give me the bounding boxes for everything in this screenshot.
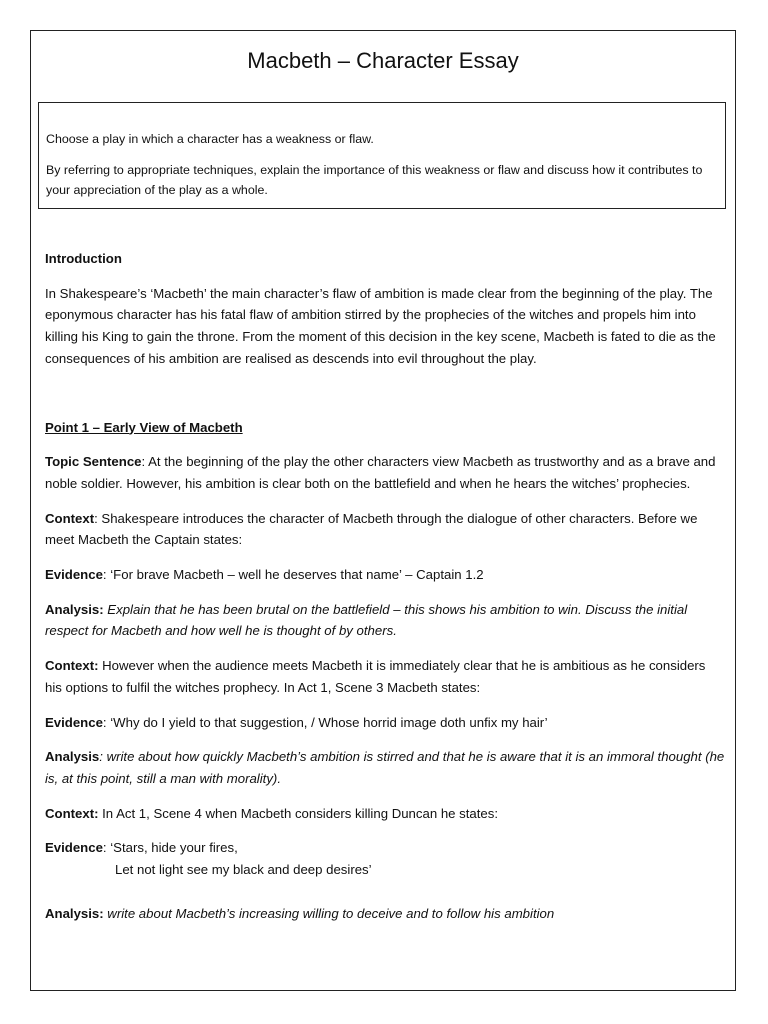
evidence-3 [45,837,725,880]
analysis-2-text: : write about how quickly Macbeth’s ambition is stirred and that he is aware that it is an immoral thought (he is, at this point, still a man with morality). [45,749,725,786]
evidence-2 [45,712,725,734]
task-line-1: Choose a play in which a character has a weakness or flaw. [46,132,374,146]
context-2-text: However when the audience meets Macbeth it is immediately clear that he is ambitious as he considers his options to fulfil the witches prophecy. In Act 1, Scene 3 Macbeth states: [45,658,706,695]
evidence-3-line-1: : ‘Stars, hide your fires, [102,840,238,856]
analysis-2 [45,746,725,789]
evidence-2-text: : ‘Why do I yield to that suggestion, / Whose horrid image doth unfix my hair’ [102,714,548,730]
analysis-1-label: Analysis: [45,601,104,617]
analysis-1 [45,599,725,642]
context-1 [45,508,725,551]
context-3-text: In Act 1, Scene 4 when Macbeth considers killing Duncan he states: [98,805,498,821]
essay-content [45,248,725,937]
context-1-text: : Shakespeare introduces the character of Macbeth through the dialogue of other characters. Before we meet Macbeth the Captain states: [45,510,698,548]
analysis-1-text: Explain that he has been brutal on the battlefield – this shows his ambition to win. Discuss the initial respect for Macbeth and how well he is thought of by others. [45,601,688,639]
evidence-2-label: Evidence [45,714,103,730]
introduction-heading: Introduction [45,251,122,266]
analysis-2-label: Analysis [45,749,100,765]
evidence-3-line-2: Let not light see my black and deep desires’ [115,862,372,878]
point1-heading: Point 1 – Early View of Macbeth [45,419,243,435]
evidence-1-label: Evidence [45,567,103,583]
context-3-label: Context: [45,805,99,821]
evidence-1-text: : ‘For brave Macbeth – well he deserves that name’ – Captain 1.2 [102,567,484,583]
topic-sentence-label: Topic Sentence [45,454,142,470]
context-1-label: Context [45,510,95,526]
analysis-3 [45,903,725,925]
evidence-1 [45,564,725,586]
context-3 [45,803,725,825]
context-2-label: Context: [45,658,99,674]
context-2 [45,655,725,698]
task-box [38,102,726,209]
evidence-3-label: Evidence [45,840,103,856]
topic-sentence [45,451,725,494]
analysis-3-text: write about Macbeth’s increasing willing to deceive and to follow his ambition [103,905,555,921]
page-title: Macbeth – Character Essay [247,48,519,73]
analysis-3-label: Analysis: [45,905,104,921]
introduction-text: In Shakespeare’s ‘Macbeth’ the main character’s flaw of ambition is made clear from the beginning of the play. The eponymous character has his fatal flaw of ambition stirred by the prophecies of the witches and propels him into killing his King to gain the throne. From the moment of this decision in the key scene, Macbeth is fated to die as the consequences of his ambition are realised as descends into evil throughout the play. [45,285,716,366]
task-line-2: By referring to appropriate techniques, explain the importance of this weakness or flaw and discuss how it contributes to your appreciation of the play as a whole. [46,163,703,197]
topic-sentence-text: : At the beginning of the play the other characters view Macbeth as trustworthy and as a brave and noble soldier. However, his ambition is clear both on the battlefield and when he hears the witches’ prophecies. [45,454,716,491]
